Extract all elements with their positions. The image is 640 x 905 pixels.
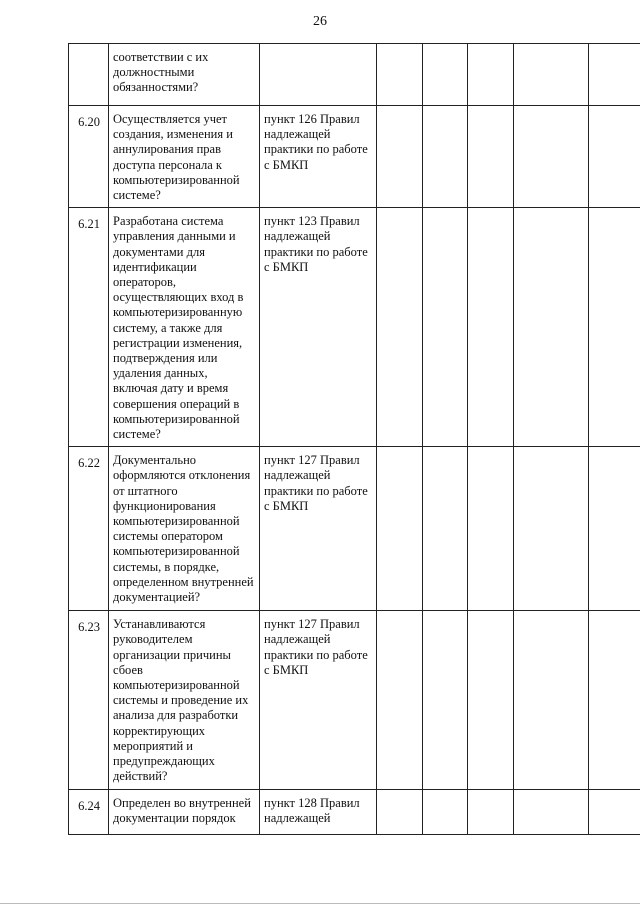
question-line: Разработана система — [113, 214, 224, 229]
question-line: системы и проведение их — [113, 693, 249, 708]
table-row — [69, 611, 640, 789]
answer-cell — [423, 106, 468, 208]
answer-cell — [514, 611, 589, 789]
question-line: системе? — [113, 188, 161, 203]
reference-line: надлежащей — [264, 127, 331, 142]
item-number — [69, 44, 109, 106]
question-cell — [109, 44, 260, 106]
answer-cell — [589, 611, 640, 789]
question-line: системе? — [113, 427, 161, 442]
question-line: системы оператором — [113, 529, 223, 544]
answer-cell — [377, 789, 423, 834]
reference-line: пункт 127 Правил — [264, 453, 360, 468]
question-line: анализа для разработки — [113, 708, 239, 723]
question-line: совершения операций в — [113, 396, 240, 411]
question-line: от штатного — [113, 483, 178, 498]
answer-cell — [423, 611, 468, 789]
reference-line: надлежащей — [264, 810, 331, 825]
question-line: компьютеризированной — [113, 411, 240, 426]
reference-cell — [260, 611, 377, 789]
question-line: компьютеризированной — [113, 514, 240, 529]
page-number: 26 — [313, 14, 327, 29]
answer-cell — [514, 208, 589, 447]
question-line: документацией? — [113, 590, 201, 605]
question-line: действий? — [113, 769, 168, 784]
item-number: 6.22 — [69, 447, 109, 611]
question-line: Определен во внутренней — [113, 795, 251, 810]
checklist-table — [68, 43, 640, 835]
question-cell — [109, 447, 260, 611]
item-number: 6.21 — [69, 208, 109, 447]
answer-cell — [423, 447, 468, 611]
answer-cell — [514, 106, 589, 208]
reference-line: надлежащей — [264, 229, 331, 244]
reference-line: с БМКП — [264, 662, 309, 677]
question-line: доступа персонала к — [113, 157, 222, 172]
answer-cell — [514, 789, 589, 834]
question-line: функционирования — [113, 498, 216, 513]
question-cell — [109, 611, 260, 789]
answer-cell — [423, 789, 468, 834]
answer-cell — [377, 611, 423, 789]
reference-line: надлежащей — [264, 468, 331, 483]
question-line: компьютеризированной — [113, 172, 240, 187]
answer-cell — [468, 789, 514, 834]
table-row — [69, 447, 640, 611]
reference-cell — [260, 106, 377, 208]
question-line: управления данными и — [113, 229, 236, 244]
question-line: компьютеризированной — [113, 678, 240, 693]
question-line: организации причины — [113, 647, 231, 662]
reference-cell — [260, 789, 377, 834]
question-line: Устанавливаются — [113, 617, 206, 632]
reference-line: с БМКП — [264, 157, 309, 172]
question-line: создания, изменения и — [113, 127, 233, 142]
table-row — [69, 208, 640, 447]
question-line: корректирующих — [113, 723, 206, 738]
answer-cell — [514, 44, 589, 106]
question-line: осуществляющих вход в — [113, 290, 244, 305]
reference-line: надлежащей — [264, 632, 331, 647]
reference-line: практики по работе — [264, 483, 368, 498]
question-cell — [109, 106, 260, 208]
reference-cell — [260, 44, 377, 106]
answer-cell — [589, 106, 640, 208]
answer-cell — [468, 44, 514, 106]
question-line: предупреждающих — [113, 754, 215, 769]
answer-cell — [468, 611, 514, 789]
question-line: соответствии с их — [113, 50, 209, 64]
question-line: определенном внутренней — [113, 574, 254, 589]
question-line: Осуществляется учет — [113, 112, 228, 126]
reference-line: практики по работе — [264, 142, 368, 157]
answer-cell — [468, 106, 514, 208]
question-line: компьютеризированную — [113, 305, 243, 320]
question-line: систему, а также для — [113, 320, 223, 335]
reference-line: пункт 127 Правил — [264, 617, 360, 632]
answer-cell — [377, 208, 423, 447]
answer-cell — [377, 44, 423, 106]
table-row — [69, 789, 640, 834]
table-row — [69, 106, 640, 208]
answer-cell — [423, 44, 468, 106]
question-line: компьютеризированной — [113, 544, 240, 559]
question-line: документами для — [113, 244, 205, 259]
item-number: 6.24 — [69, 789, 109, 834]
question-line: удаления данных, — [113, 366, 208, 381]
table-row — [69, 44, 640, 106]
reference-line: с БМКП — [264, 259, 309, 274]
answer-cell — [423, 208, 468, 447]
question-line: оформляются отклонения — [113, 468, 251, 483]
answer-cell — [514, 447, 589, 611]
question-line: включая дату и время — [113, 381, 229, 396]
question-line: сбоев — [113, 662, 143, 677]
answer-cell — [377, 447, 423, 611]
question-line: подтверждения или — [113, 351, 218, 366]
question-line: должностными — [113, 65, 195, 80]
answer-cell — [377, 106, 423, 208]
question-line: руководителем — [113, 632, 193, 647]
item-number: 6.23 — [69, 611, 109, 789]
answer-cell — [589, 447, 640, 611]
question-line: обязанностями? — [113, 80, 199, 95]
question-line: аннулирования прав — [113, 142, 221, 157]
answer-cell — [468, 447, 514, 611]
reference-line: пункт 128 Правил — [264, 795, 360, 810]
page-edge — [0, 903, 640, 904]
reference-line: практики по работе — [264, 647, 368, 662]
reference-line: практики по работе — [264, 244, 368, 259]
question-line: Документально — [113, 453, 197, 468]
item-number: 6.20 — [69, 106, 109, 208]
question-line: мероприятий и — [113, 738, 193, 753]
reference-cell — [260, 447, 377, 611]
reference-line: с БМКП — [264, 498, 309, 513]
answer-cell — [589, 44, 640, 106]
question-line: операторов, — [113, 275, 177, 290]
question-cell — [109, 789, 260, 834]
reference-cell — [260, 208, 377, 447]
question-cell — [109, 208, 260, 447]
question-line: регистрации изменения, — [113, 335, 243, 350]
question-line: документации порядок — [113, 810, 236, 825]
reference-line: пункт 123 Правил — [264, 214, 360, 229]
answer-cell — [589, 208, 640, 447]
reference-line: пункт 126 Правил — [264, 112, 360, 126]
question-line: идентификации — [113, 259, 197, 274]
question-line: системы, в порядке, — [113, 559, 220, 574]
answer-cell — [468, 208, 514, 447]
answer-cell — [589, 789, 640, 834]
